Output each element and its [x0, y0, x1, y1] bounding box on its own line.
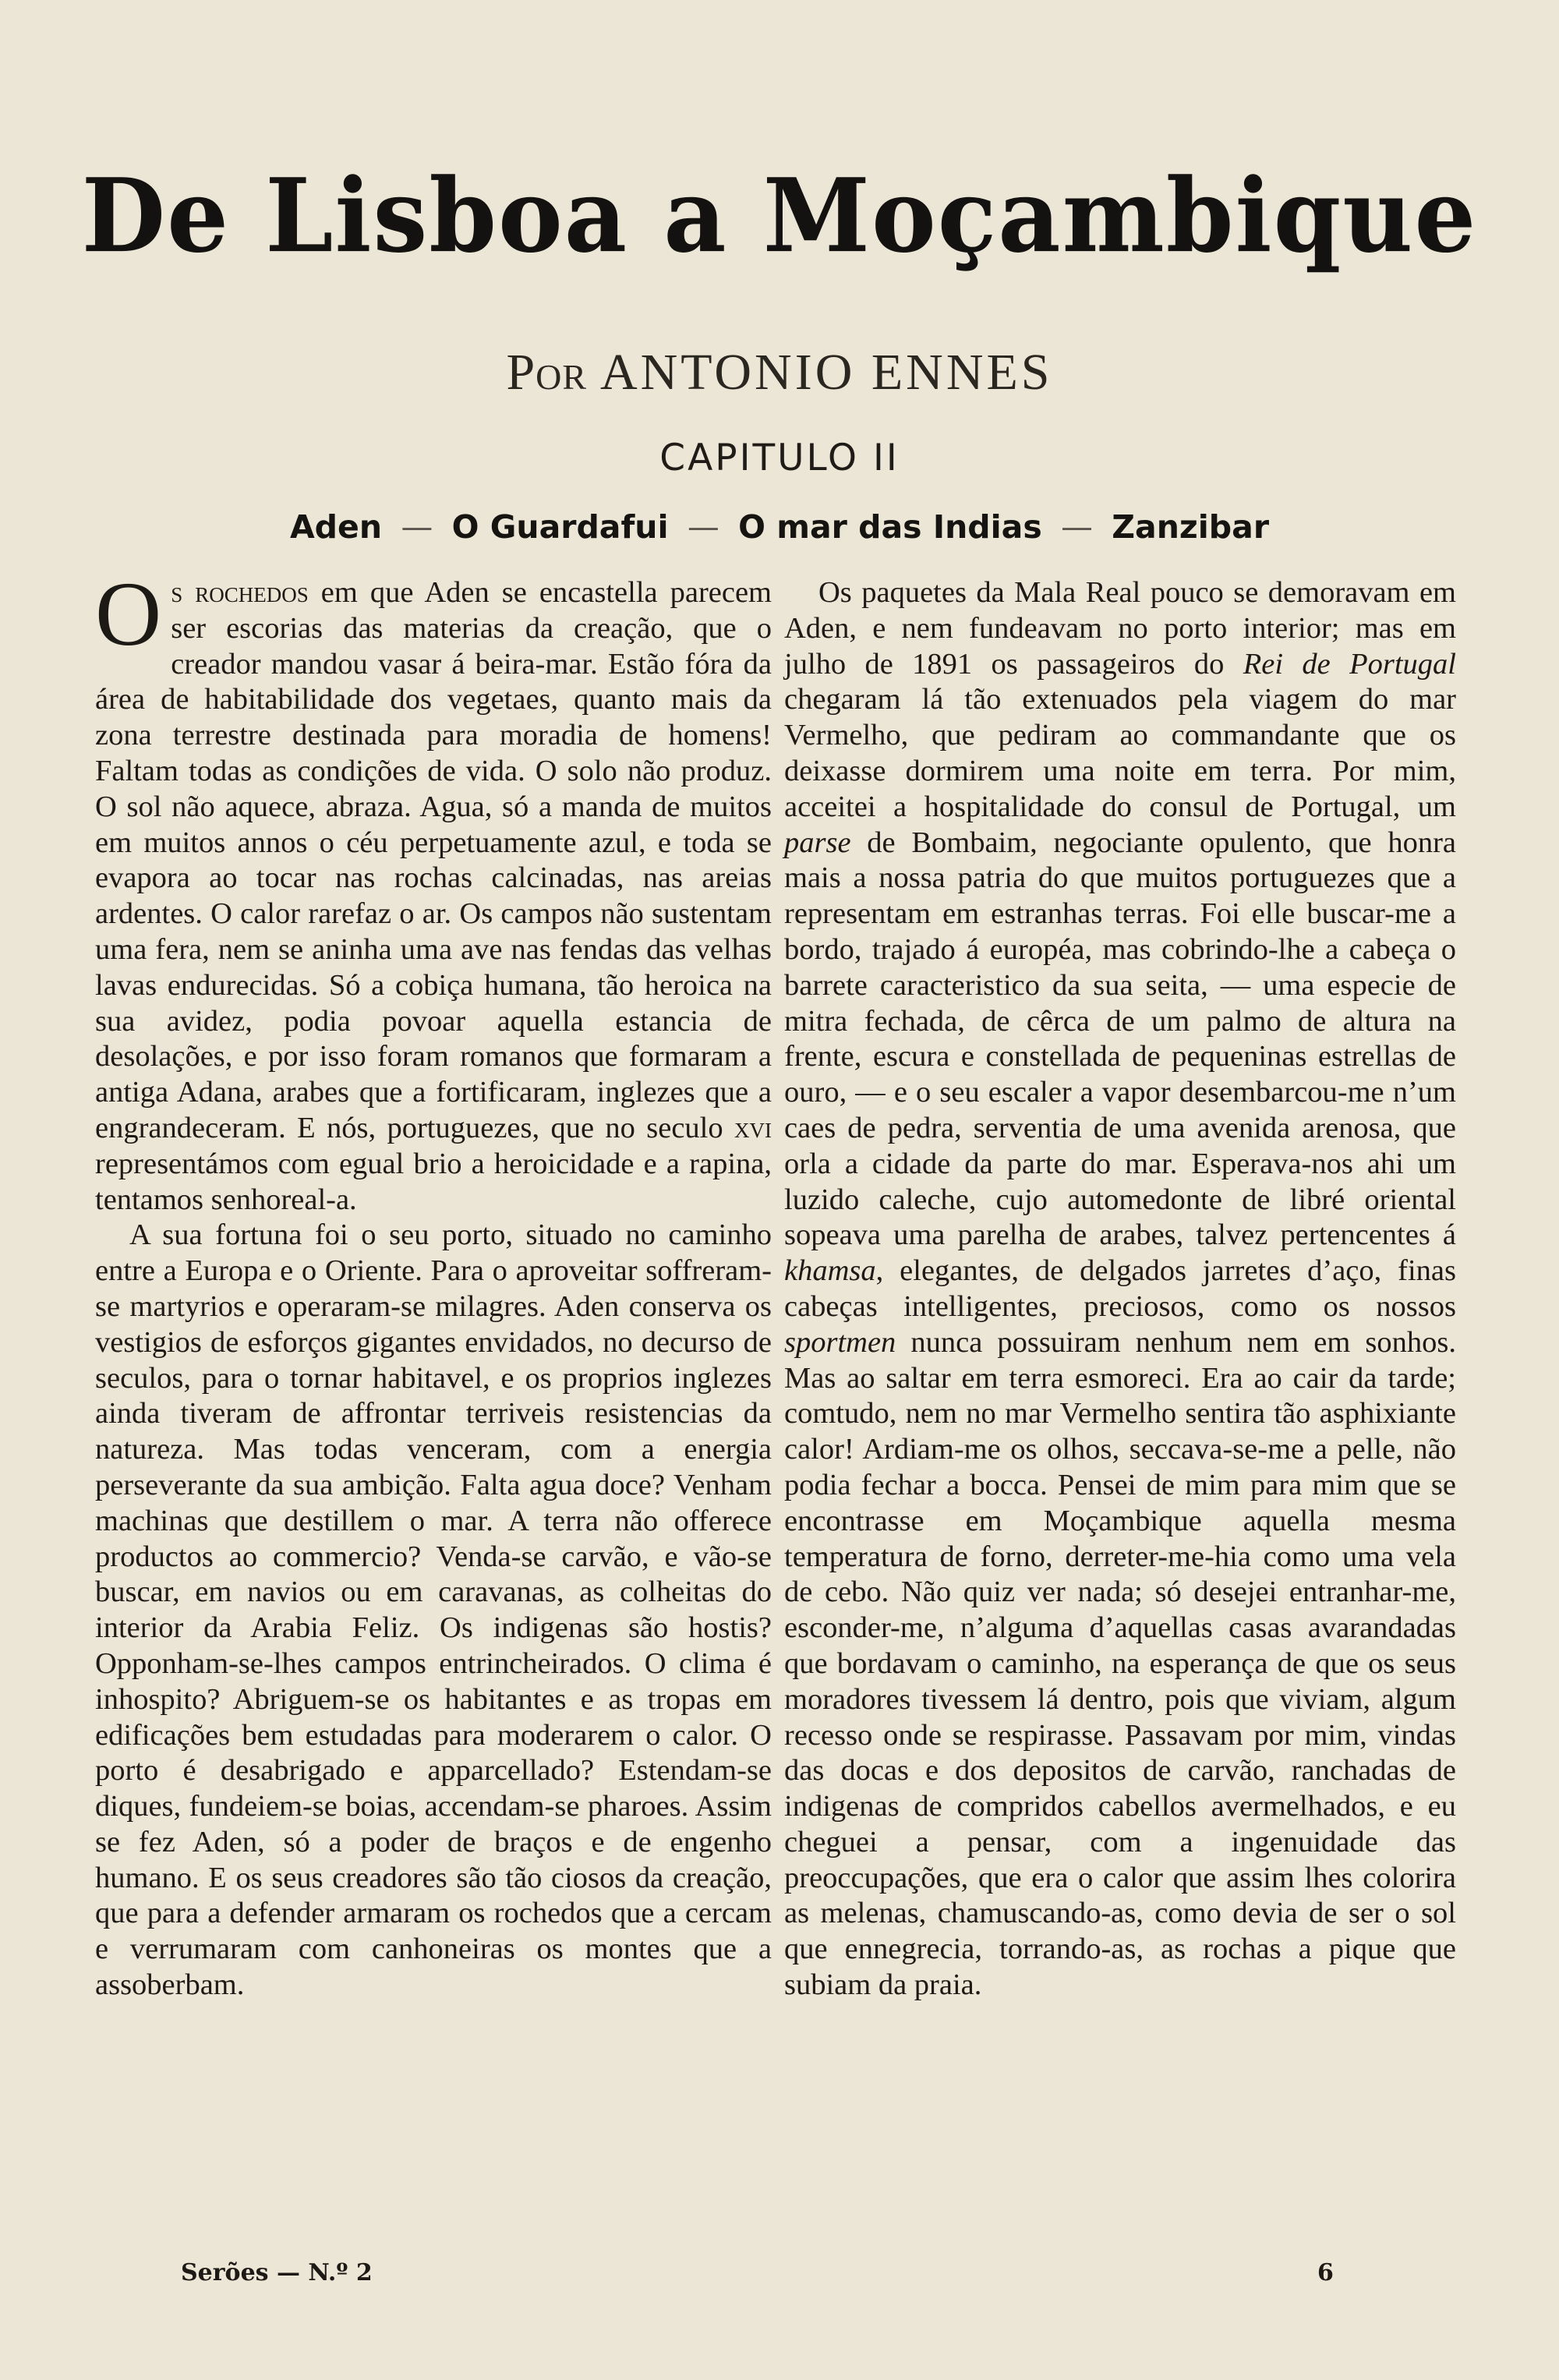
- paragraph-text: representámos com egual brio a heroicidade e a rapina, tentamos senhoreal-a.: [95, 1147, 772, 1216]
- italic-term: sportmen: [784, 1325, 896, 1359]
- section-zanzibar: Zanzibar: [1112, 508, 1270, 546]
- paragraph: A sua fortuna foi o seu porto, situado no caminho entre a Europa e o Oriente. Para o aproveitar soffreram-se martyrios e operaram-se milagres. Aden conserva os vestigios de esforços gigantes envidados, no decurso de seculos, para o tornar habitavel, e os proprios inglezes ainda tiveram de affrontar terriveis resistencias da natureza. Mas todas venceram, com a energia perseverante da sua ambição. Falta agua doce? Venham machinas que destillem o mar. A terra não offerece productos ao commercio? Venda-se carvão, e vão-se buscar, em navios ou em caravanas, as colheitas do interior da Arabia Feliz. Os indigenas são hostis? Opponham-se-lhes campos entrincheirados. O clima é inhospito? Abriguem-se os habitantes e as tropas em edificações bem estudadas para moderarem o calor. O porto é desabrigado e apparcellado? Estendam-se diques, fundeiem-se boias, accendam-se pharoes. Assim se fez Aden, só a poder de braços e de engenho humano. E os seus creadores são tão ciosos da creação, que para a defender armaram os rochedos que a cercam e verrumaram com canhoneiras os montes que a assoberbam.: [95, 1218, 772, 2002]
- left-column: [95, 563, 772, 2003]
- drop-cap: O: [95, 563, 162, 665]
- paragraph-text: Os paquetes da Mala Real pouco se demoravam em Aden, e nem fundeavam no porto interior; mas em julho de 1891 os passageiros do: [784, 576, 1456, 681]
- article-title: De Lisboa a Moçambique: [81, 157, 1478, 276]
- section-aden: Aden: [289, 508, 383, 546]
- paragraph-text: nunca possuiram nenhum nem em sonhos. Mas ao saltar em terra esmoreci. Era ao cair da tarde; comtudo, nem no mar Vermelho sentira tão asphixiante calor! Ardiam-me os olhos, seccava-se-me a pelle, não podia fechar a bocca. Pensei de mim para mim que se encontrasse em Moçambique aquella mesma temperatura de forno, derreter-me-hia como uma vela de cebo. Não quiz ver nada; só desejei entranhar-me, esconder-me, n’alguma d’aquellas casas avarandadas que bordavam o caminho, na esperança de que os seus moradores tivessem lá dentro, pois que viviam, algum recesso onde se respirasse. Passavam por mim, vindas das docas e dos depositos de carvão, ranchadas de indigenas de compridos cabellos avermelhados, e eu cheguei a pensar, com a ingenuidade das preoccupações, que era o calor que assim lhes colorira as melenas, chamuscando-as, como devia de ser o sol que ennegrecia, torrando-as, as rochas a pique que subiam da praia.: [784, 1325, 1456, 2002]
- right-column: [784, 575, 1456, 2003]
- century-numeral: xvi: [734, 1111, 772, 1144]
- section-guardafui: O Guardafui: [451, 508, 669, 546]
- separator: —: [401, 508, 433, 546]
- paragraph-text: chegaram lá tão extenuados pela viagem do mar Vermelho, que pediram ao commandante que os deixasse dormirem uma noite em terra. Por mim, acceitei a hospitalidade do consul de Portugal, um: [784, 683, 1456, 823]
- paragraph-text: de Bombaim, negociante opulento, que honra mais a nossa patria do que muitos portuguezes que a representam em estranhas terras. Foi elle buscar-me a bordo, trajado á européa, mas cobrindo-lhe a cabeça o barrete caracteristico da sua seita, — uma especie de mitra fechada, de cêrca de um palmo de altura na frente, escura e constellada de pequeninas estrellas de ouro, — e o seu escaler a vapor desembarcou-me n’um caes de pedra, serventia de uma avenida arenosa, que orla a cidade da parte do mar. Esperava-nos ahi um luzido caleche, cujo automedonte de libré oriental sopeava uma parelha de arabes, talvez pertencentes á: [784, 826, 1456, 1252]
- italic-term: parse: [784, 826, 851, 859]
- paragraph-text: em que Aden se encastella parecem ser escorias das materias da creação, que o creador mandou vasar á beira-mar. Estão fóra da área de habitabilidade dos vegetaes, quanto mais da zona terrestre destinada para moradia de homens! Faltam todas as condições de vida. O solo não produz. O sol não aquece, abraza. Agua, só a manda de muitos em muitos annos o céu perpetuamente azul, e toda se evapora ao tocar nas rochas calcinadas, nas areias ardentes. O calor rarefaz o ar. Os campos não sustentam uma fera, nem se aninha uma ave nas fendas das velhas lavas endurecidas. Só a cobiça humana, tão heroica na sua avidez, podia povoar aquella estancia de desolações, e por isso foram romanos que formaram a antiga Adana, arabes que a fortificaram, inglezes que a engrandeceram. E nós, portuguezes, que no seculo: [95, 576, 772, 1144]
- paragraph: [784, 575, 1456, 2003]
- separator: —: [687, 508, 719, 546]
- byline: [0, 343, 1559, 402]
- section-mar-das-indias: O mar das Indias: [738, 508, 1042, 546]
- author-name: ANTONIO ENNES: [599, 344, 1053, 401]
- paragraph-text: , elegantes, de delgados jarretes d’aço, finas cabeças intelligentes, preciosos, como os nossos: [784, 1254, 1456, 1323]
- chapter-subtitle: [0, 508, 1559, 546]
- italic-term: khamsa: [784, 1254, 876, 1288]
- byline-prefix: Por: [506, 344, 588, 401]
- journal-footer: Serões — N.º 2: [181, 2259, 373, 2286]
- separator: —: [1061, 508, 1094, 546]
- page-number: 6: [1317, 2259, 1334, 2286]
- chapter-heading: CAPITULO II: [659, 437, 900, 479]
- ship-name: Rei de Portugal: [1243, 647, 1456, 681]
- lead-in: s rochedos: [171, 576, 309, 609]
- paragraph: [95, 563, 772, 1218]
